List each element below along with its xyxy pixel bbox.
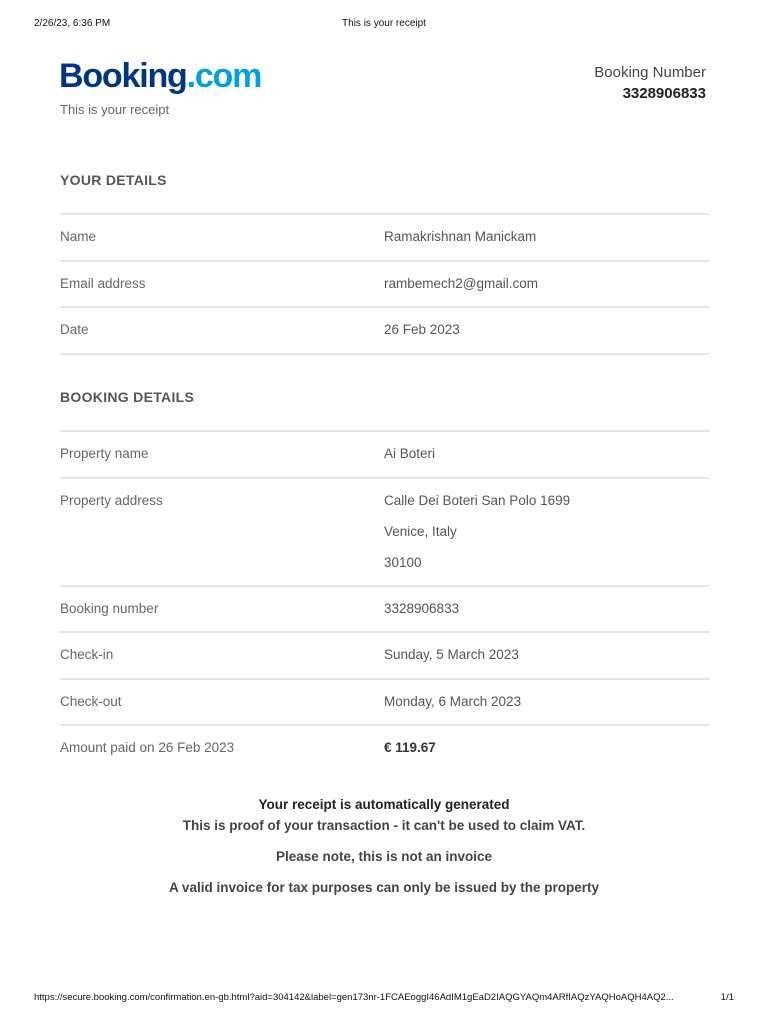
address-line: 30100 (384, 554, 422, 570)
row-value: Ai Boteri (384, 446, 436, 461)
booking-number-value: 3328906833 (622, 85, 706, 102)
note-valid-invoice: A valid invoice for tax purposes can only be issued by the property (168, 880, 600, 895)
row-value: Ramakrishnan Manickam (384, 229, 537, 244)
row-label: Check-in (60, 647, 114, 662)
row-label: Property name (60, 446, 149, 461)
detail-row-name (60, 215, 710, 262)
row-value: rambemech2@gmail.com (384, 275, 539, 291)
note-auto-generated: Your receipt is automatically generated (258, 797, 510, 812)
booking-details-section (60, 388, 710, 773)
note-proof-of-transaction: This is proof of your transaction - it can't be used to claim VAT. (182, 818, 586, 833)
booking-logo (59, 58, 261, 94)
row-label: Check-out (60, 693, 122, 709)
row-label: Email address (60, 275, 146, 291)
print-page-number: 1/1 (720, 992, 734, 1003)
receipt-subtitle: This is your receipt (60, 102, 170, 117)
detail-row-date (60, 308, 710, 355)
receipt-notes (0, 796, 768, 900)
your-details-section (60, 171, 710, 355)
row-label: Booking number (60, 600, 159, 616)
row-value: 26 Feb 2023 (384, 322, 460, 337)
booking-number-label: Booking Number (594, 64, 706, 81)
row-label: Property address (60, 492, 163, 508)
detail-row-booking-number (60, 587, 710, 634)
logo-text-booking: Booking (59, 57, 187, 95)
row-value: Sunday, 5 March 2023 (384, 647, 519, 662)
row-label: Amount paid on 26 Feb 2023 (60, 740, 235, 755)
detail-row-check-out (60, 680, 710, 727)
print-title: This is your receipt (342, 18, 426, 29)
print-url: https://secure.booking.com/confirmation.en-gb.html?aid=304142&label=gen173nr-1FCAEoggI46AdIM1gEaD2IAQGYAQm4ARfIAQzYAQHoAQH4AQ2... (34, 992, 674, 1003)
logo-text-com: .com (186, 57, 262, 95)
print-footer (34, 992, 734, 1006)
detail-row-property-address (60, 479, 710, 587)
detail-row-email (60, 262, 710, 309)
detail-row-property-name (60, 432, 710, 479)
detail-row-check-in (60, 633, 710, 680)
row-label: Date (60, 322, 89, 337)
address-line: Venice, Italy (384, 523, 457, 539)
detail-row-amount-paid (60, 726, 710, 773)
row-value (384, 485, 710, 585)
row-value: Monday, 6 March 2023 (384, 693, 522, 709)
print-datetime: 2/26/23, 6:36 PM (34, 18, 111, 29)
address-line: Calle Dei Boteri San Polo 1699 (384, 492, 571, 508)
print-header (34, 18, 734, 32)
row-label: Name (60, 229, 97, 244)
note-not-invoice: Please note, this is not an invoice (275, 849, 493, 864)
section-title-booking-details: BOOKING DETAILS (60, 388, 710, 432)
amount-paid-value: € 119.67 (384, 740, 436, 755)
booking-number-box (594, 63, 706, 105)
row-value: 3328906833 (384, 600, 460, 616)
section-title-your-details: YOUR DETAILS (60, 171, 710, 215)
